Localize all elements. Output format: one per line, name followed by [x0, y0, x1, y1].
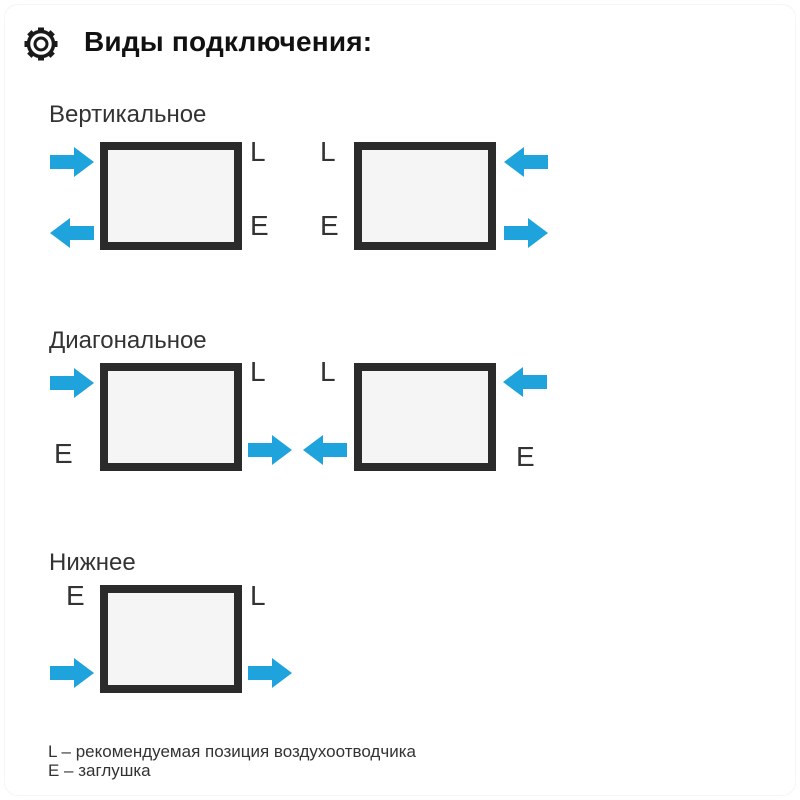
port-label-plug: E	[250, 210, 269, 241]
flow-out-arrow-right-icon	[248, 435, 292, 465]
legend	[48, 742, 416, 780]
flow-out-arrow-left-icon	[303, 435, 347, 465]
gear-icon	[21, 24, 61, 64]
radiator-box	[100, 363, 242, 471]
port-label-air-vent: L	[320, 136, 336, 167]
legend-line-air-vent: L – рекомендуемая позиция воздухоотводчика	[48, 742, 416, 761]
flow-in-arrow-left-icon	[504, 147, 548, 177]
flow-in-arrow-left-icon	[503, 367, 547, 397]
port-label-air-vent: L	[250, 136, 266, 167]
port-label-air-vent: L	[320, 356, 336, 387]
flow-in-arrow-right-icon	[50, 368, 94, 398]
legend-line-plug: E – заглушка	[48, 761, 151, 780]
port-label-air-vent: L	[250, 580, 266, 611]
page-title: Виды подключения:	[84, 26, 373, 57]
port-label-plug: E	[66, 580, 85, 611]
port-label-plug: E	[320, 210, 339, 241]
radiator-box	[100, 142, 242, 250]
port-label-plug: E	[516, 441, 535, 472]
flow-in-arrow-right-icon	[50, 147, 94, 177]
radiator-box	[354, 363, 496, 471]
section-heading-bottom: Нижнее	[49, 549, 136, 576]
radiator-box	[354, 142, 496, 250]
flow-out-arrow-right-icon	[248, 658, 292, 688]
section-heading-vertical: Вертикальное	[49, 101, 207, 128]
port-label-air-vent: L	[250, 356, 266, 387]
flow-out-arrow-left-icon	[50, 218, 94, 248]
port-label-plug: E	[54, 438, 73, 469]
radiator-box	[100, 585, 242, 693]
flow-in-arrow-right-icon	[50, 658, 94, 688]
section-heading-diagonal: Диагональное	[49, 327, 207, 354]
flow-out-arrow-right-icon	[504, 218, 548, 248]
